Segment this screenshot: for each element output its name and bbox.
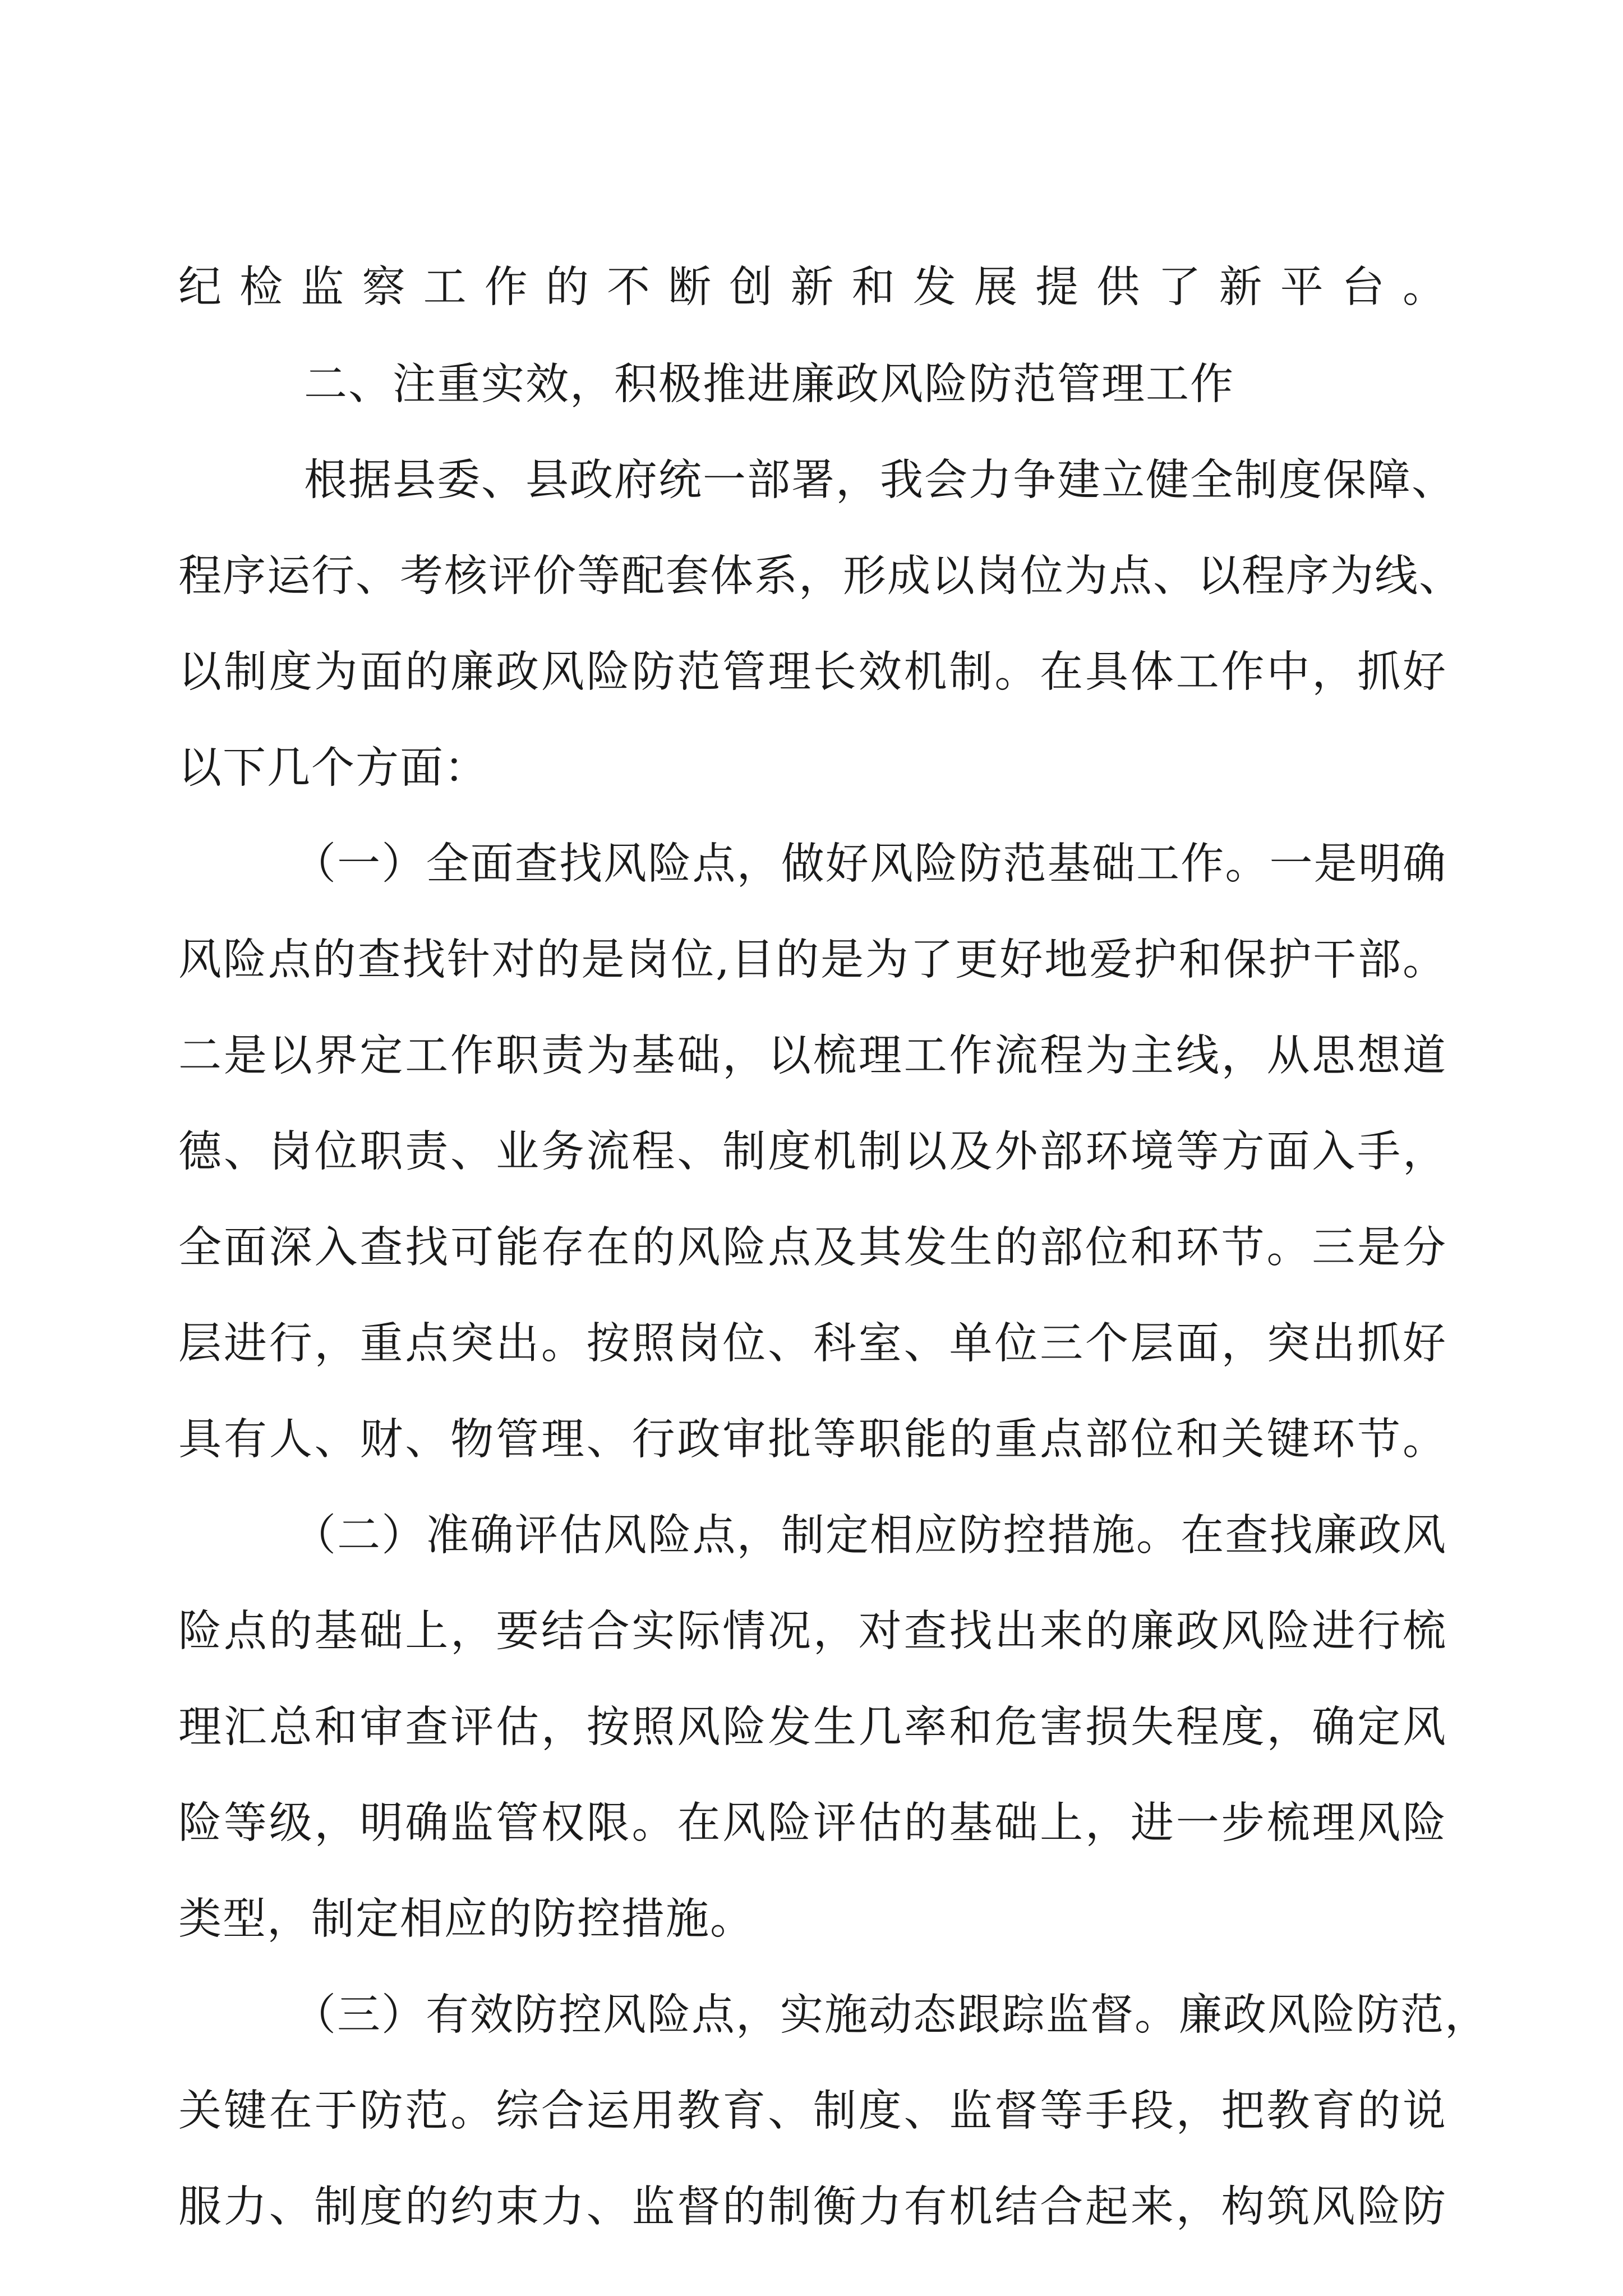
- section-heading: 二、注重实效，积极推进廉政风险防范管理工作: [304, 360, 1234, 409]
- text-line: 关键在于防范。综合运用教育、制度、监督等手段，把教育的说: [178, 2086, 1447, 2136]
- text-line: 具有人、财、物管理、行政审批等职能的重点部位和关键环节。: [178, 1415, 1447, 1465]
- text-line: 全面深入查找可能存在的风险点及其发生的部位和环节。三是分: [178, 1223, 1447, 1273]
- text-line: （三）有效防控风险点，实施动态跟踪监督。廉政风险防范，: [293, 1990, 1489, 2040]
- text-line: 根据县委、县政府统一部署，我会力争建立健全制度保障、: [304, 455, 1456, 505]
- text-line: 服力、制度的约束力、监督的制衡力有机结合起来，构筑风险防: [178, 2182, 1447, 2232]
- text-line: 类型，制定相应的防控措施。: [178, 1894, 754, 1944]
- text-line: 德、岗位职责、业务流程、制度机制以及外部环境等方面入手，: [178, 1127, 1447, 1177]
- text-line: 层进行，重点突出。按照岗位、科室、单位三个层面，突出抓好: [178, 1319, 1447, 1369]
- text-line: 理汇总和审查评估，按照风险发生几率和危害损失程度，确定风: [178, 1703, 1447, 1752]
- text-line: （二）准确评估风险点，制定相应防控措施。在查找廉政风: [293, 1511, 1447, 1561]
- text-line: （一）全面查找风险点，做好风险防范基础工作。一是明确: [293, 839, 1447, 889]
- text-line: 险点的基础上，要结合实际情况，对查找出来的廉政风险进行梳: [178, 1607, 1447, 1657]
- text-line: 险等级，明确监管权限。在风险评估的基础上，进一步梳理风险: [178, 1798, 1447, 1848]
- text-line: 以下几个方面：: [178, 743, 488, 793]
- text-line: 以制度为面的廉政风险防范管理长效机制。在具体工作中，抓好: [178, 647, 1447, 697]
- text-line: 二是以界定工作职责为基础，以梳理工作流程为主线，从思想道: [178, 1031, 1447, 1081]
- text-line: 纪检监察工作的不断创新和发展提供了新平台。: [178, 263, 1447, 312]
- text-line: 程序运行、考核评价等配套体系，形成以岗位为点、以程序为线、: [178, 551, 1463, 601]
- text-line: 风险点的查找针对的是岗位,目的是为了更好地爱护和保护干部。: [178, 935, 1447, 985]
